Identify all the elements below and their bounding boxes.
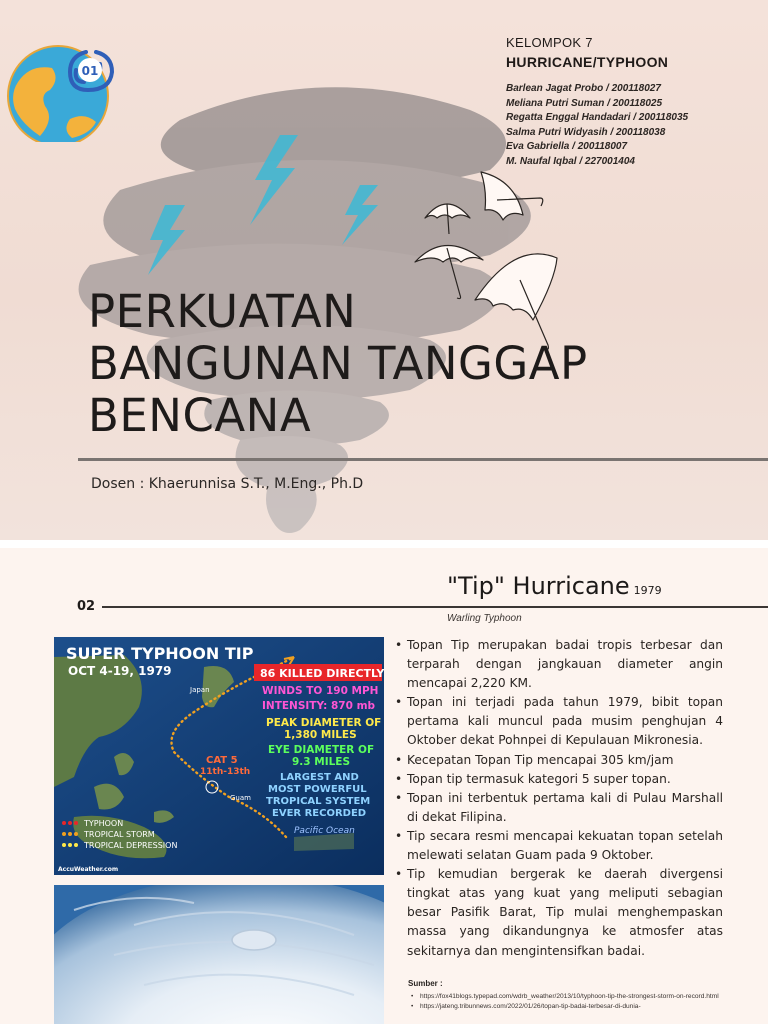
slide-title-year: 1979 xyxy=(633,584,662,597)
fact-largest-2: MOST POWERFUL xyxy=(268,784,367,795)
fact-largest-1: LARGEST AND xyxy=(280,772,359,783)
satellite-graphic xyxy=(54,885,384,1024)
fact-item: • Topan ini terbentuk pertama kali di Pulau Marshall di dekat Filipina. xyxy=(393,789,723,827)
fact-peak-1: PEAK DIAMETER OF xyxy=(266,717,382,729)
source-link[interactable]: • https://fox41blogs.typepad.com/wdrb_weather/2013/10/typhoon-tip-the-strongest-storm-on-record.html xyxy=(408,992,738,1002)
legend-depression: TROPICAL DEPRESSION xyxy=(84,841,178,850)
legend-typhoon: TYPHOON xyxy=(84,819,124,828)
page-number: 02 xyxy=(77,599,96,614)
member-item: Eva Gabriella / 200118007 xyxy=(506,141,628,153)
satellite-image xyxy=(54,885,384,1024)
header-divider xyxy=(102,606,768,608)
fact-item: • Tip secara resmi mencapai kekuatan topan setelah melewati selatan Guam pada 9 Oktober. xyxy=(393,827,723,865)
member-item: Meliana Putri Suman / 200118025 xyxy=(506,97,663,109)
sources-label: Sumber : xyxy=(408,979,443,988)
storm-eye xyxy=(232,930,276,950)
typhoon-track-map xyxy=(54,637,384,875)
slide-title xyxy=(447,572,662,600)
slide-title-text: "Tip" Hurricane xyxy=(447,572,630,600)
cat-label: CAT 5 xyxy=(206,755,238,766)
title-divider xyxy=(78,458,768,461)
title-line: PERKUATAN xyxy=(88,285,357,338)
sources-section xyxy=(408,979,738,1011)
fact-peak-2: 1,380 MILES xyxy=(284,729,357,741)
fact-largest-4: EVER RECORDED xyxy=(272,808,367,819)
source-link[interactable]: • https://jateng.tribunnews.com/2022/01/26/topan-tip-badai-terbesar-di-dunia- xyxy=(408,1002,738,1012)
map-graphic xyxy=(54,637,384,875)
fact-item: • Tip kemudian bergerak ke daerah divergensi tingkat atas yang kuat yang meliputi sebagian besar Pasifik Barat, Tip mulai menghempaskan massa yang dikandungnya ke atmosfer atas sekitarnya dan mengintensifkan badai. xyxy=(393,865,723,960)
facts-list xyxy=(393,636,723,961)
fact-largest-3: TROPICAL SYSTEM xyxy=(266,796,371,807)
globe-icon xyxy=(0,24,118,142)
member-item: Salma Putri Widyasih / 200118038 xyxy=(506,126,666,138)
place-ocean: Pacific Ocean xyxy=(294,826,355,836)
tip-hurricane-slide xyxy=(0,548,768,1024)
fact-winds: WINDS TO 190 MPH xyxy=(262,685,379,697)
fact-item: • Topan tip termasuk kategori 5 super topan. xyxy=(393,770,723,789)
lecturer-name: Dosen : Khaerunnisa S.T., M.Eng., Ph.D xyxy=(91,476,364,492)
group-info xyxy=(506,35,756,170)
map-heading: SUPER TYPHOON TIP xyxy=(66,644,254,663)
member-item: M. Naufal Iqbal / 227001404 xyxy=(506,155,635,167)
group-topic: HURRICANE/TYPHOON xyxy=(506,54,669,70)
main-title xyxy=(88,286,728,442)
fact-killed: 86 KILLED DIRECTLY xyxy=(260,667,384,680)
fact-eye-1: EYE DIAMETER OF xyxy=(268,744,375,756)
fact-item: • Kecepatan Topan Tip mencapai 305 km/jam xyxy=(393,751,723,770)
legend-storm: TROPICAL STORM xyxy=(84,830,155,839)
logo-number: 01 xyxy=(81,64,99,78)
member-list xyxy=(506,82,756,170)
fact-eye-2: 9.3 MILES xyxy=(292,756,351,768)
map-credit: AccuWeather.com xyxy=(58,866,119,873)
member-item: Regatta Enggal Handadari / 200118035 xyxy=(506,112,689,124)
map-dates: OCT 4-19, 1979 xyxy=(68,664,172,678)
place-japan: Japan xyxy=(190,686,210,694)
fact-intensity: INTENSITY: 870 mb xyxy=(262,700,376,712)
cat-dates: 11th-13th xyxy=(200,767,251,777)
group-label: KELOMPOK 7 xyxy=(506,35,593,50)
fact-item: • Topan Tip merupakan badai tropis terbesar dan terparah dengan jangkauan diameter angin mencapai 2,220 KM. xyxy=(393,636,723,693)
slide-subtitle: Warling Typhoon xyxy=(447,613,522,624)
fact-item: • Topan ini terjadi pada tahun 1979, bibit topan pertama kali muncul pada musim penghujan 4 Oktober dekat Pohnpei di Kepulauan Mikronesia. xyxy=(393,693,723,750)
place-guam: Guam xyxy=(230,794,251,802)
title-line: BANGUNAN TANGGAP xyxy=(88,337,588,390)
globe-hurricane-logo xyxy=(0,24,118,142)
title-line: BENCANA xyxy=(88,389,312,442)
member-item: Barlean Jagat Probo / 200118027 xyxy=(506,83,661,94)
page-separator xyxy=(0,540,768,548)
